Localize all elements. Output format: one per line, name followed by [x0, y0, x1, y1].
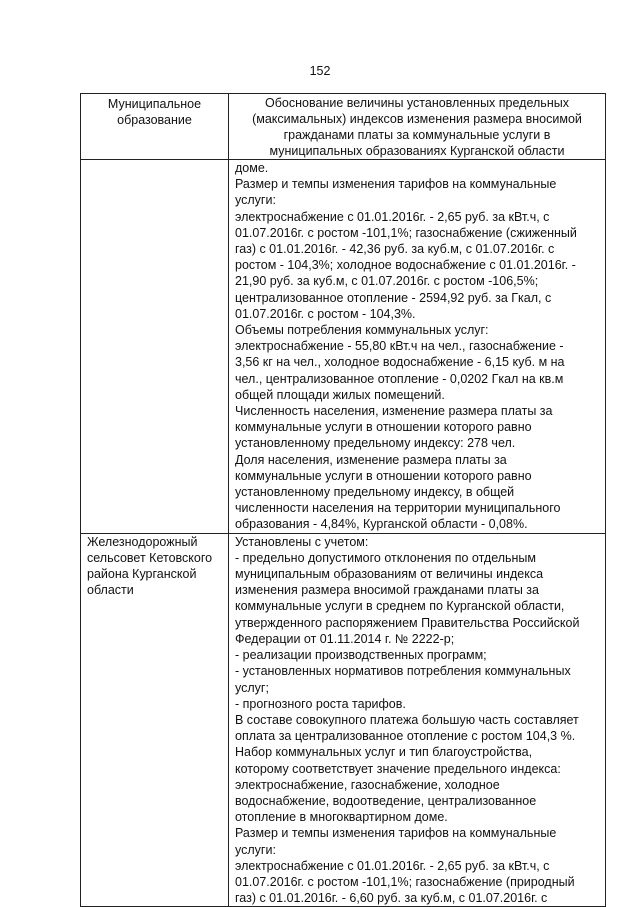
- municipality-cell: [81, 533, 229, 907]
- municipality-cell: [81, 160, 229, 534]
- text-line: коммунальные услуги в отношении которого равно: [235, 468, 532, 483]
- table-row: [81, 160, 606, 534]
- text-line: электроснабжение - 55,80 кВт.ч на чел., газоснабжение -: [235, 339, 564, 354]
- text-line: Размер и темпы изменения тарифов на коммунальные: [235, 177, 557, 192]
- header-justification-text: [229, 94, 605, 159]
- text-line: - предельно допустимого отклонения по отдельным: [235, 550, 537, 565]
- page-number: 152: [309, 64, 331, 78]
- justification-text: [229, 534, 605, 907]
- text-line: области: [87, 582, 134, 597]
- text-line: установленному предельному индексу: 278 чел.: [235, 436, 516, 451]
- text-line: сельсовет Кетовского: [87, 550, 213, 565]
- justification-cell: [229, 533, 606, 907]
- text-line: гражданами платы за коммунальные услуги в: [283, 128, 551, 142]
- text-line: установленному предельному индексу, в общей: [235, 485, 515, 500]
- text-line: 01.07.2016г. с ростом - 104,3%.: [235, 306, 416, 321]
- justification-text: [229, 160, 605, 533]
- text-line: услуги:: [235, 842, 276, 857]
- text-line: услуг;: [235, 680, 269, 695]
- text-line: доме.: [235, 161, 269, 175]
- justification-cell: [229, 160, 606, 534]
- text-line: которому соответствует значение предельного индекса:: [235, 761, 561, 776]
- text-line: муниципальных образованиях Курганской области: [269, 144, 565, 158]
- text-line: Размер и темпы изменения тарифов на коммунальные: [235, 826, 557, 841]
- text-line: газ) с 01.01.2016г. - 6,60 руб. за куб.м, с 01.07.2016г. с: [235, 891, 548, 906]
- header-municipality-text: [81, 94, 228, 130]
- text-line: изменения размера вносимой гражданами платы за: [235, 583, 539, 598]
- text-line: Набор коммунальных услуг и тип благоустройства,: [235, 745, 533, 760]
- justification-table: [80, 93, 606, 907]
- text-line: - прогнозного роста тарифов.: [235, 696, 406, 711]
- text-line: Численность населения, изменение размера платы за: [235, 404, 553, 419]
- text-line: муниципальным образованиям от величины индекса: [235, 567, 544, 582]
- text-line: Обоснование величины установленных предельных: [265, 96, 569, 110]
- text-line: электроснабжение с 01.01.2016г. - 2,65 руб. за кВт.ч, с: [235, 209, 550, 224]
- text-line: водоснабжение, водоотведение, централизованное: [235, 793, 537, 808]
- text-line: 21,90 руб. за куб.м, с 01.07.2016г. с ростом -106,5%;: [235, 274, 539, 289]
- text-line: 01.07.2016г. с ростом -101,1%; газоснабжение (природный: [235, 874, 575, 889]
- text-line: - установленных нормативов потребления коммунальных: [235, 664, 571, 679]
- text-line: централизованное отопление - 2594,92 руб. за Гкал, с: [235, 290, 552, 305]
- text-line: Объемы потребления коммунальных услуг:: [235, 323, 489, 338]
- text-line: ростом - 104,3%; холодное водоснабжение с 01.01.2016г. -: [235, 258, 576, 273]
- text-line: электроснабжение, газоснабжение, холодное: [235, 777, 500, 792]
- text-line: чел., централизованное отопление - 0,0202 Гкал на кв.м: [235, 371, 564, 386]
- header-justification: [229, 94, 606, 160]
- text-line: Установлены с учетом:: [235, 534, 369, 549]
- text-line: 3,56 кг на чел., холодное водоснабжение - 6,15 куб. м на: [235, 355, 565, 370]
- text-line: оплата за централизованное отопление с ростом 104,3 %.: [235, 729, 576, 744]
- text-line: общей площади жилых помещений.: [235, 387, 445, 402]
- text-line: (максимальных) индексов изменения размера вносимой: [252, 112, 582, 126]
- text-line: отопление в многоквартирном доме.: [235, 810, 448, 825]
- table-row: [81, 533, 606, 907]
- text-line: газ) с 01.01.2016г. - 42,36 руб. за куб.м, с 01.07.2016г. с: [235, 242, 555, 257]
- text-line: утвержденного распоряжением Правительства Российской: [235, 615, 580, 630]
- text-line: 01.07.2016г. с ростом -101,1%; газоснабжение (сжиженный: [235, 225, 577, 240]
- text-line: коммунальные услуги в среднем по Курганской области,: [235, 599, 565, 614]
- text-line: численности населения на территории муниципального: [235, 501, 561, 516]
- table-header-row: [81, 94, 606, 160]
- text-line: Железнодорожный: [87, 534, 198, 549]
- text-line: Доля населения, изменение размера платы за: [235, 452, 507, 467]
- text-line: электроснабжение с 01.01.2016г. - 2,65 руб. за кВт.ч, с: [235, 858, 550, 873]
- text-line: услуги:: [235, 193, 276, 208]
- text-line: района Курганской: [87, 566, 197, 581]
- header-municipality: [81, 94, 229, 160]
- text-line: образование: [117, 113, 192, 127]
- text-line: Федерации от 01.11.2014 г. № 2222-р;: [235, 631, 455, 646]
- text-line: коммунальные услуги в отношении которого равно: [235, 420, 532, 435]
- text-line: образования - 4,84%, Курганской области - 0,08%.: [235, 517, 528, 532]
- municipality-name: [81, 534, 228, 598]
- text-line: Муниципальное: [107, 97, 202, 111]
- text-line: - реализации производственных программ;: [235, 648, 487, 663]
- text-line: В составе совокупного платежа большую часть составляет: [235, 712, 579, 727]
